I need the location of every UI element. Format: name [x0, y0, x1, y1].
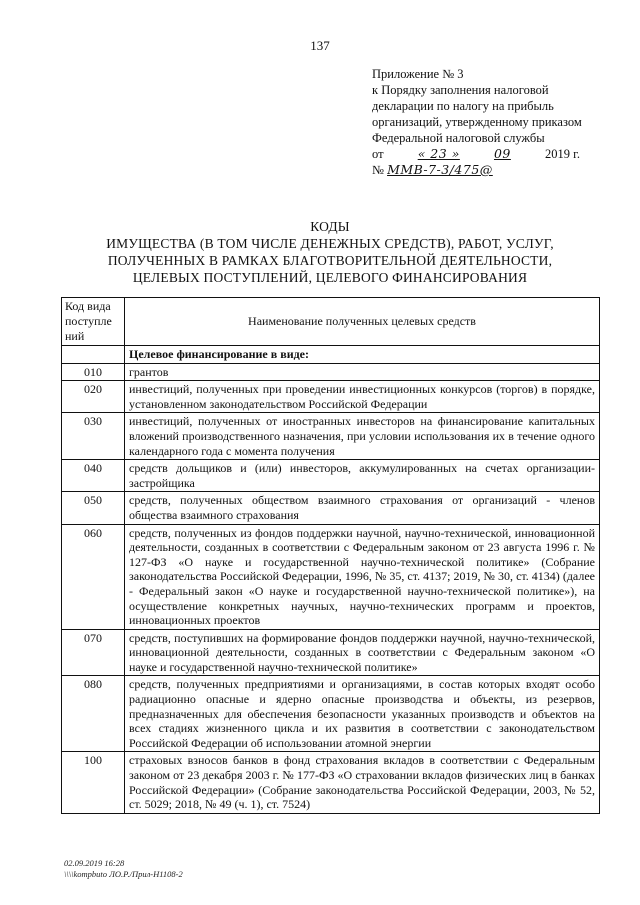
appendix-order — [372, 162, 602, 178]
title-line: ИМУЩЕСТВА (В ТОМ ЧИСЛЕ ДЕНЕЖНЫХ СРЕДСТВ), РАБОТ, УСЛУГ, — [106, 236, 554, 251]
title-line: КОДЫ — [310, 219, 350, 234]
table-row — [62, 752, 600, 813]
table-row — [62, 524, 600, 629]
table-row — [62, 363, 600, 381]
row-code: 080 — [62, 676, 125, 752]
row-description: средств дольщиков и (или) инвесторов, аккумулированных на счетах организации-застройщика — [125, 460, 600, 492]
row-code: 040 — [62, 460, 125, 492]
row-code: 060 — [62, 524, 125, 629]
row-code: 100 — [62, 752, 125, 813]
date-prefix: от — [372, 147, 384, 161]
row-description: средств, поступивших на формирование фондов поддержки научной, научно-технической, инновационной деятельности, созданных в соответствии с Федеральным законом «О науке и государственной научно-технической политике» — [125, 629, 600, 676]
title-line: ПОЛУЧЕННЫХ В РАМКАХ БЛАГОТВОРИТЕЛЬНОЙ ДЕЯТЕЛЬНОСТИ, — [107, 253, 553, 268]
page-number: 137 — [310, 38, 330, 53]
row-description: инвестиций, полученных при проведении инвестиционных конкурсов (торгов) в порядке, установленном законодательством Российской Федерации — [125, 381, 600, 413]
table-row — [62, 381, 600, 413]
section-row — [62, 346, 600, 364]
appendix-title: Приложение № 3 — [372, 67, 464, 81]
row-description: инвестиций, полученных от иностранных инвесторов на финансирование капитальных вложений производственного назначения, при условии использования их в течение одного календарного года с момента получения — [125, 413, 600, 460]
section-code-cell — [62, 346, 125, 364]
row-code: 050 — [62, 492, 125, 524]
header-code: Код вида поступле ний — [62, 298, 125, 346]
title-line: ЦЕЛЕВЫХ ПОСТУПЛЕНИЙ, ЦЕЛЕВОГО ФИНАНСИРОВАНИЯ — [132, 270, 528, 285]
header-name: Наименование полученных целевых средств — [125, 298, 600, 346]
date-year: 2019 г. — [545, 147, 580, 161]
row-code: 030 — [62, 413, 125, 460]
appendix-line: организаций, утвержденному приказом — [372, 115, 582, 129]
appendix-line: Федеральной налоговой службы — [372, 131, 545, 145]
row-code: 070 — [62, 629, 125, 676]
order-prefix: № — [372, 163, 384, 177]
table-row — [62, 629, 600, 676]
section-title: Целевое финансирование в виде: — [125, 346, 600, 364]
date-day: « 23 » — [417, 146, 460, 161]
table-row — [62, 413, 600, 460]
row-code: 010 — [62, 363, 125, 381]
row-description: средств, полученных предприятиями и организациями, в состав которых входят особо радиационно опасные и ядерно опасные производства и объекты, из резервов, предназначенных для обеспечения безопасности указанных производств и объектов на всех стадиях жизненного цикла и их развития в соответствии с законодательством Российской Федерации об использовании атомной энергии — [125, 676, 600, 752]
row-code: 020 — [62, 381, 125, 413]
document-title — [60, 218, 600, 286]
footer-timestamp: 02.09.2019 16:28 — [64, 858, 125, 868]
table-header-row — [62, 298, 600, 346]
row-description: страховых взносов банков в фонд страхования вкладов в соответствии с Федеральным законом от 23 декабря 2003 г. № 177-ФЗ «О страховании вкладов физических лиц в банках Российской Федерации» (Собрание законодательства Российской Федерации, 2003, № 52, ст. 5029; 2018, № 49 (ч. 1), ст. 7524) — [125, 752, 600, 813]
row-description: грантов — [125, 363, 600, 381]
footer-path: \\\\kompbuto ЛО.Р./Прил-Н1108-2 — [64, 869, 183, 879]
row-description: средств, полученных обществом взаимного страхования от организаций - членов общества взаимного страхования — [125, 492, 600, 524]
codes-table — [61, 297, 600, 814]
appendix-line: декларации по налогу на прибыль — [372, 99, 554, 113]
table-row — [62, 676, 600, 752]
appendix-date — [372, 146, 580, 162]
footer — [64, 858, 183, 880]
table-row — [62, 460, 600, 492]
date-month: 09 — [493, 146, 511, 161]
order-number: ММВ-7-3/475@ — [387, 162, 493, 177]
appendix-block — [372, 66, 602, 178]
table-row — [62, 492, 600, 524]
appendix-line: к Порядку заполнения налоговой — [372, 83, 549, 97]
row-description: средств, полученных из фондов поддержки научной, научно-технической, инновационной деятельности, созданных в соответствии с Федеральным законом от 23 августа 1996 г. № 127-ФЗ «О науке и государственной научно-технической политике» (Собрание законодательства Российской Федерации, 1996, № 35, ст. 4137; 2019, № 30, ст. 4134) (далее - Федеральный закон «О науке и государственной научно-технической политике»), на осуществление конкретных научных, научно-технических программ и проектов, инновационных проектов — [125, 524, 600, 629]
